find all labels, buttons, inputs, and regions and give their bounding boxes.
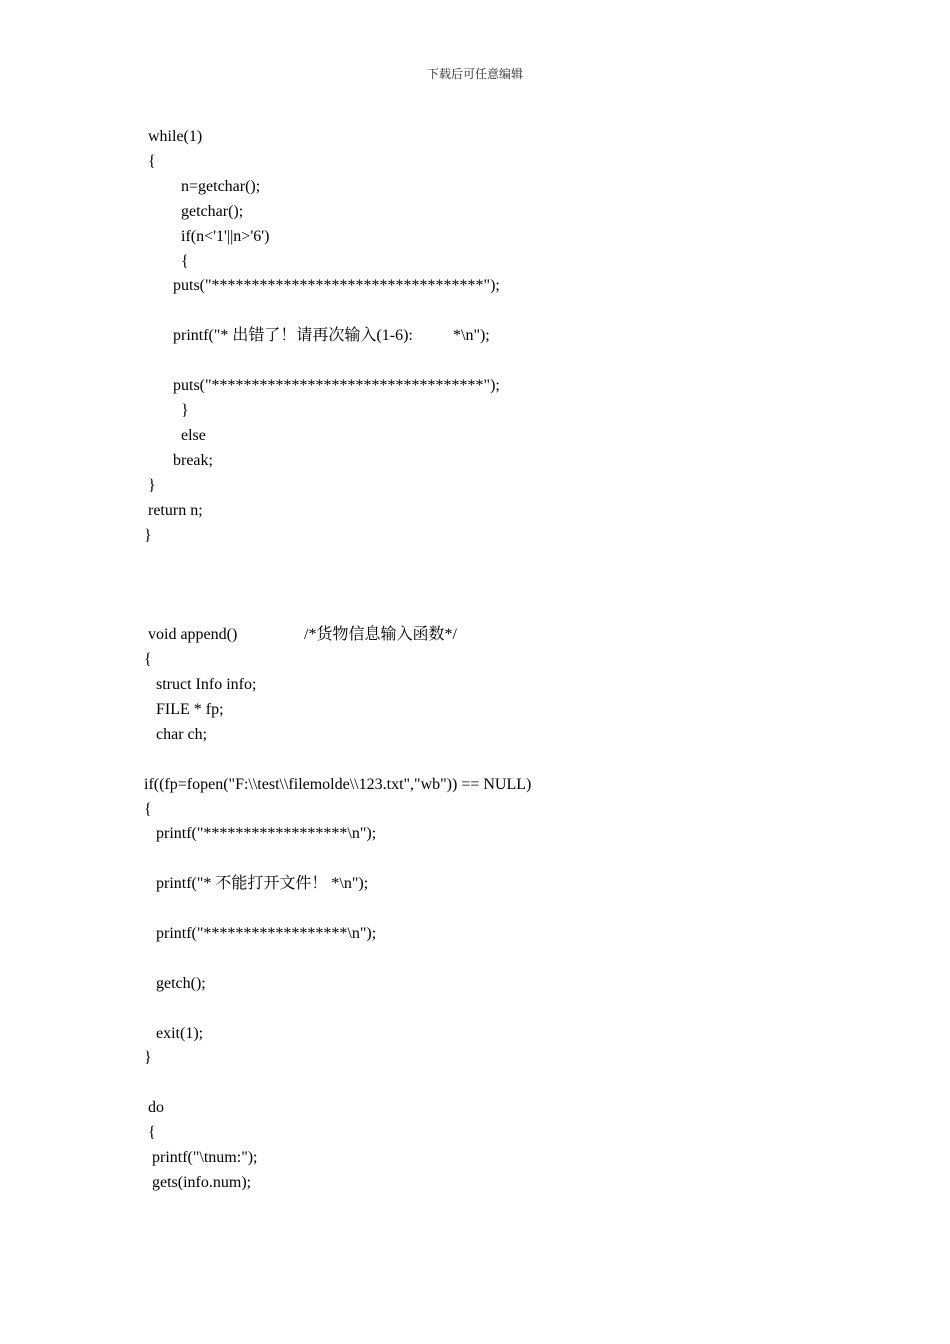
code-line: { — [148, 153, 156, 170]
code-line: printf("******************\n"); — [156, 925, 377, 942]
code-line: } — [181, 402, 189, 419]
code-line: getch(); — [156, 975, 206, 992]
code-line: printf("******************\n"); — [156, 825, 377, 842]
code-line: do — [148, 1099, 164, 1116]
code-line: else — [181, 427, 206, 444]
code-line: char ch; — [156, 726, 208, 743]
code-line: getchar(); — [181, 203, 244, 220]
code-line: printf("* 出错了！请再次输入(1-6): — [173, 327, 413, 344]
code-line: printf("* 不能打开文件！ *\n"); — [156, 875, 369, 892]
code-line: { — [148, 1124, 156, 1141]
code-line: puts("**********************************"); — [173, 277, 500, 294]
code-line: } — [144, 1049, 152, 1066]
code-line: void append() — [148, 626, 238, 643]
code-line: { — [144, 651, 152, 668]
page-header: 下载后可任意编辑 — [426, 67, 523, 81]
code-line: while(1) — [148, 128, 203, 145]
code-line: printf("\tnum:"); — [152, 1149, 258, 1166]
code-line: if((fp=fopen("F:\\test\\filemolde\\123.txt","wb")) == NULL) — [144, 776, 532, 793]
code-line: puts("**********************************"); — [173, 377, 500, 394]
code-line: FILE * fp; — [156, 701, 224, 718]
code-line: { — [181, 253, 189, 270]
code-line: break; — [173, 452, 213, 469]
code-line: *\n"); — [453, 327, 490, 344]
code-comment: /*货物信息输入函数*/ — [304, 626, 457, 643]
code-line: { — [144, 801, 152, 818]
code-line: exit(1); — [156, 1025, 204, 1042]
code-line: } — [144, 527, 152, 544]
code-line: } — [148, 477, 156, 494]
code-line: if(n<'1'||n>'6') — [181, 228, 270, 245]
code-line: struct Info info; — [156, 676, 257, 693]
code-line: gets(info.num); — [152, 1174, 252, 1191]
code-line: n=getchar(); — [181, 178, 261, 195]
code-line: return n; — [148, 502, 203, 519]
